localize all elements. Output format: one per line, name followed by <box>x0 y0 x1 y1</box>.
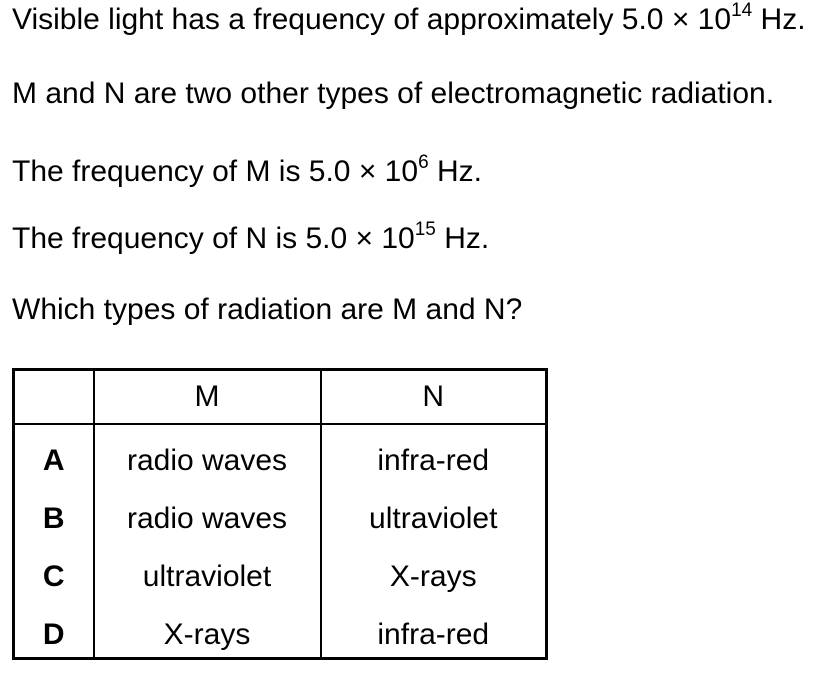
question-line-frequency-m <box>12 154 482 190</box>
unit-text: Hz. <box>435 222 490 255</box>
question-line-visible-light <box>12 2 806 38</box>
question-text: M and N are two other types of electromagnetic radiation. <box>12 77 775 110</box>
question-text: Visible light has a frequency of approximately 5.0 × 10 <box>12 3 732 36</box>
exponent: 14 <box>731 0 753 21</box>
radiation-m-cell: radio waves <box>94 483 321 541</box>
column-header-n: N <box>321 370 547 424</box>
radiation-n-cell: ultraviolet <box>321 483 547 541</box>
option-letter: C <box>42 559 65 593</box>
answer-row-d <box>14 599 547 659</box>
question-text: The frequency of N is 5.0 × 10 <box>12 222 415 255</box>
unit-text: Hz. <box>428 155 482 188</box>
question-text: Which types of radiation are M and N? <box>12 293 523 326</box>
radiation-n-cell: infra-red <box>321 599 547 659</box>
question-line-m-and-n <box>12 76 774 112</box>
question-text: The frequency of M is 5.0 × 10 <box>12 155 419 188</box>
question-line-frequency-n <box>12 221 489 257</box>
answer-table-header-row <box>14 370 547 424</box>
option-letter: A <box>42 443 65 477</box>
question-line-prompt <box>12 292 522 328</box>
column-header-option <box>14 370 94 424</box>
option-letter: D <box>42 617 65 651</box>
answer-row-c <box>14 541 547 599</box>
option-letter: B <box>42 501 65 535</box>
exponent: 6 <box>418 152 429 173</box>
radiation-n-cell: X-rays <box>321 541 547 599</box>
answer-row-a <box>14 424 547 483</box>
radiation-n-cell: infra-red <box>321 424 547 483</box>
answer-row-b <box>14 483 547 541</box>
column-header-m: M <box>94 370 321 424</box>
radiation-m-cell: X-rays <box>94 599 321 659</box>
exponent: 15 <box>414 219 436 240</box>
unit-text: Hz. <box>752 3 806 36</box>
radiation-m-cell: radio waves <box>94 424 321 483</box>
radiation-m-cell: ultraviolet <box>94 541 321 599</box>
answer-table <box>12 368 548 660</box>
